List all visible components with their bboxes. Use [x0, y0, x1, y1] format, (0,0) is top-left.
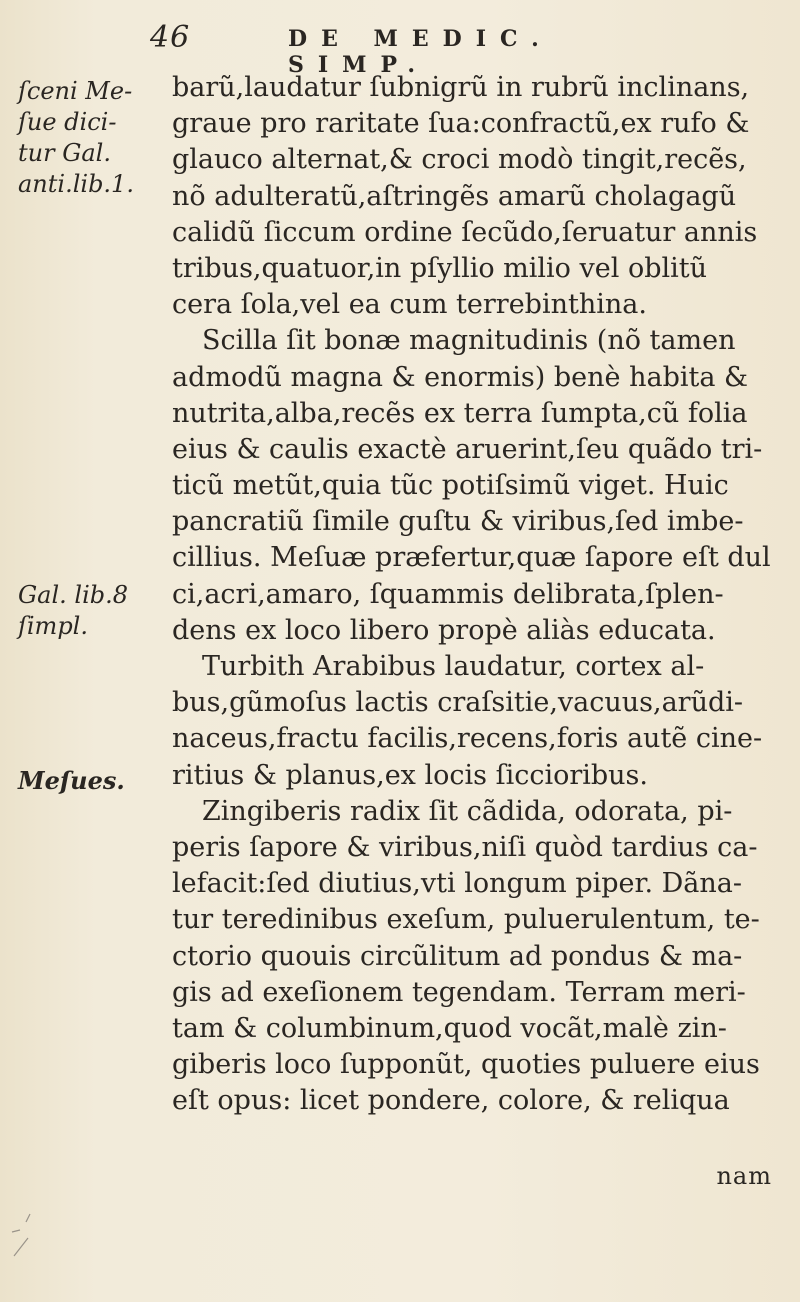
- margin-note: Meſues.: [18, 766, 125, 795]
- text-line: Turbith Arabibus laudatur, cortex al-: [202, 651, 705, 682]
- text-line: peris ſapore & viribus,niſi quòd tardius ca-: [172, 831, 758, 863]
- text-line: ticũ metũt,quia tũc potiſsimũ viget. Huic: [172, 470, 729, 502]
- text-line: eſt opus: licet pondere, colore, & reliqua: [172, 1085, 730, 1117]
- text-line: bus,gũmoſus lactis craſsitie,vacuus,arũdi-: [172, 687, 744, 719]
- body-text: [172, 70, 782, 1119]
- text-line: naceus,fractu facilis,recens,foris autẽ cine-: [172, 723, 763, 755]
- margin-note: Gal. lib.8 ſimpl.: [18, 581, 129, 640]
- text-line: nutrita,alba,recẽs ex terra ſumpta,cũ folia: [172, 397, 748, 429]
- page-header: [150, 20, 710, 78]
- text-line: pancratiũ ſimile guſtu & viribus,ſed imbe-: [172, 506, 744, 538]
- text-line: tam & columbinum,quod vocãt,malè zin-: [172, 1012, 727, 1044]
- pencil-mark: [8, 1210, 38, 1260]
- running-head: DE MEDIC. SIMP.: [288, 26, 553, 78]
- text-line: calidũ ſiccum ordine ſecũdo,ſeruatur annis: [172, 216, 758, 248]
- text-line: cera ſola,vel ea cum terrebinthina.: [172, 289, 647, 321]
- text-line: lefacit:ſed diutius,vti longum piper. Dãna-: [172, 868, 742, 900]
- text-line: eius & caulis exactè aruerint,ſeu quãdo tri-: [172, 433, 763, 465]
- text-line: glauco alternat,& croci modò tingit,recẽs,: [172, 144, 747, 176]
- text-line: gis ad exeſionem tegendam. Terram meri-: [172, 976, 746, 1008]
- page-number: 46: [150, 20, 191, 55]
- text-line: ci,acri,amaro, ſquammis delibrata,ſplen-: [172, 578, 724, 610]
- text-line: tribus,quatuor,in pſyllio milio vel oblitũ: [172, 252, 708, 284]
- text-line: Scilla ſit bonæ magnitudinis (nõ tamen: [202, 325, 736, 357]
- text-line: dens ex loco libero propè aliàs educata.: [172, 614, 716, 646]
- margin-note: ſceni Me- ſue dici- tur Gal. anti.lib.1.: [18, 77, 134, 198]
- text-line: barũ,laudatur ſubnigrũ in rubrũ inclinans,: [172, 72, 750, 103]
- margin-notes: [18, 0, 166, 1302]
- text-line: cillius. Meſuæ præfertur,quæ ſapore eſt dul: [172, 542, 771, 574]
- text-line: tur teredinibus exeſum, puluerulentum, te-: [172, 904, 760, 936]
- text-line: ritius & planus,ex locis ſiccioribus.: [172, 759, 648, 791]
- text-line: nõ adulteratũ,aſtringẽs amarũ cholagagũ: [172, 180, 737, 212]
- text-line: admodũ magna & enormis) benè habita &: [172, 361, 749, 393]
- catchword: nam: [716, 1162, 772, 1190]
- text-line: giberis loco ſupponũt, quoties puluere eius: [172, 1049, 760, 1081]
- text-line: graue pro raritate ſua:confractũ,ex rufo &: [172, 108, 750, 140]
- text-line: Zingiberis radix ſit cãdida, odorata, pi-: [202, 795, 733, 827]
- text-line: ctorio quouis circũlitum ad pondus & ma-: [172, 940, 743, 972]
